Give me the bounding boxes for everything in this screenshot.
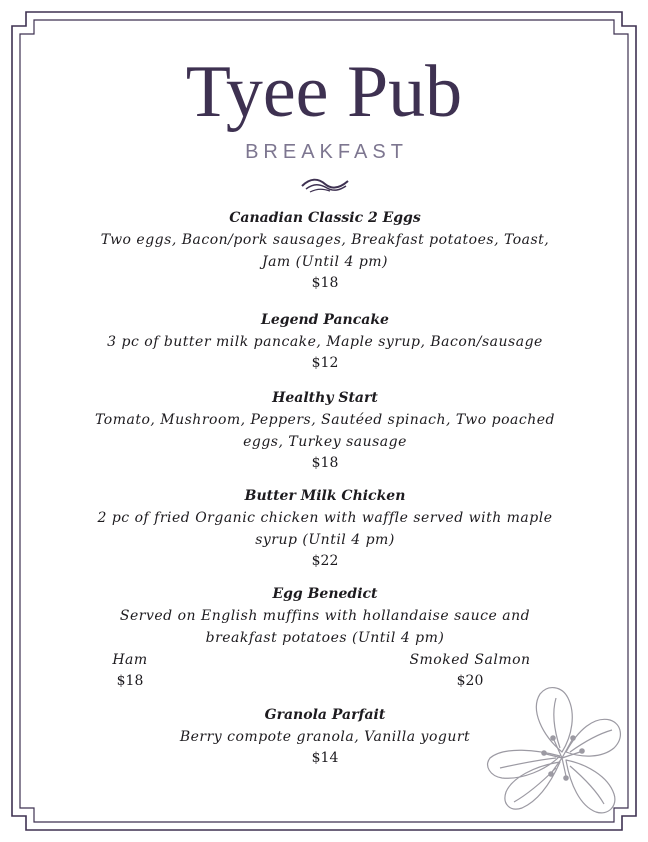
menu-item: [60, 485, 590, 572]
item-description: Served on English muffins with hollandaise sauce and: [119, 608, 531, 624]
item-name: Canadian Classic 2 Eggs: [229, 210, 421, 226]
lily-flower-icon: [482, 680, 632, 830]
item-price: $14: [311, 750, 339, 766]
item-price: $18: [311, 455, 339, 471]
menu-item: [60, 309, 590, 374]
menu-item: [60, 207, 590, 294]
item-description: Jam (Until 4 pm): [261, 254, 389, 270]
wave-flourish-icon: [300, 176, 350, 194]
item-name: Butter Milk Chicken: [244, 488, 406, 504]
item-description: Two eggs, Bacon/pork sausages, Breakfast potatoes, Toast,: [100, 232, 550, 248]
option-label: Ham: [112, 652, 148, 668]
option-price: $18: [116, 673, 144, 689]
item-name: Granola Parfait: [264, 707, 386, 723]
page-subtitle: BREAKFAST: [245, 141, 408, 163]
option-ham: [100, 649, 160, 692]
item-description: eggs, Turkey sausage: [243, 434, 407, 450]
item-description: syrup (Until 4 pm): [255, 532, 395, 548]
page-title: Tyee Pub: [185, 51, 463, 133]
item-name: Legend Pancake: [261, 312, 389, 328]
item-name: Healthy Start: [272, 390, 378, 406]
item-price: $12: [311, 355, 339, 371]
item-price: $18: [311, 275, 339, 291]
option-label: Smoked Salmon: [409, 652, 531, 668]
item-price: $22: [311, 553, 339, 569]
option-price: $20: [456, 673, 484, 689]
menu-item: [60, 583, 590, 691]
menu-item: [60, 387, 590, 474]
item-description: Berry compote granola, Vanilla yogurt: [179, 729, 471, 745]
item-name: Egg Benedict: [272, 586, 378, 602]
item-description: 3 pc of butter milk pancake, Maple syrup, Bacon/sausage: [107, 334, 543, 350]
item-description: 2 pc of fried Organic chicken with waffle served with maple: [97, 510, 553, 526]
item-description: Tomato, Mushroom, Peppers, Sautéed spinach, Two poached: [95, 412, 555, 428]
item-description: breakfast potatoes (Until 4 pm): [205, 630, 445, 646]
